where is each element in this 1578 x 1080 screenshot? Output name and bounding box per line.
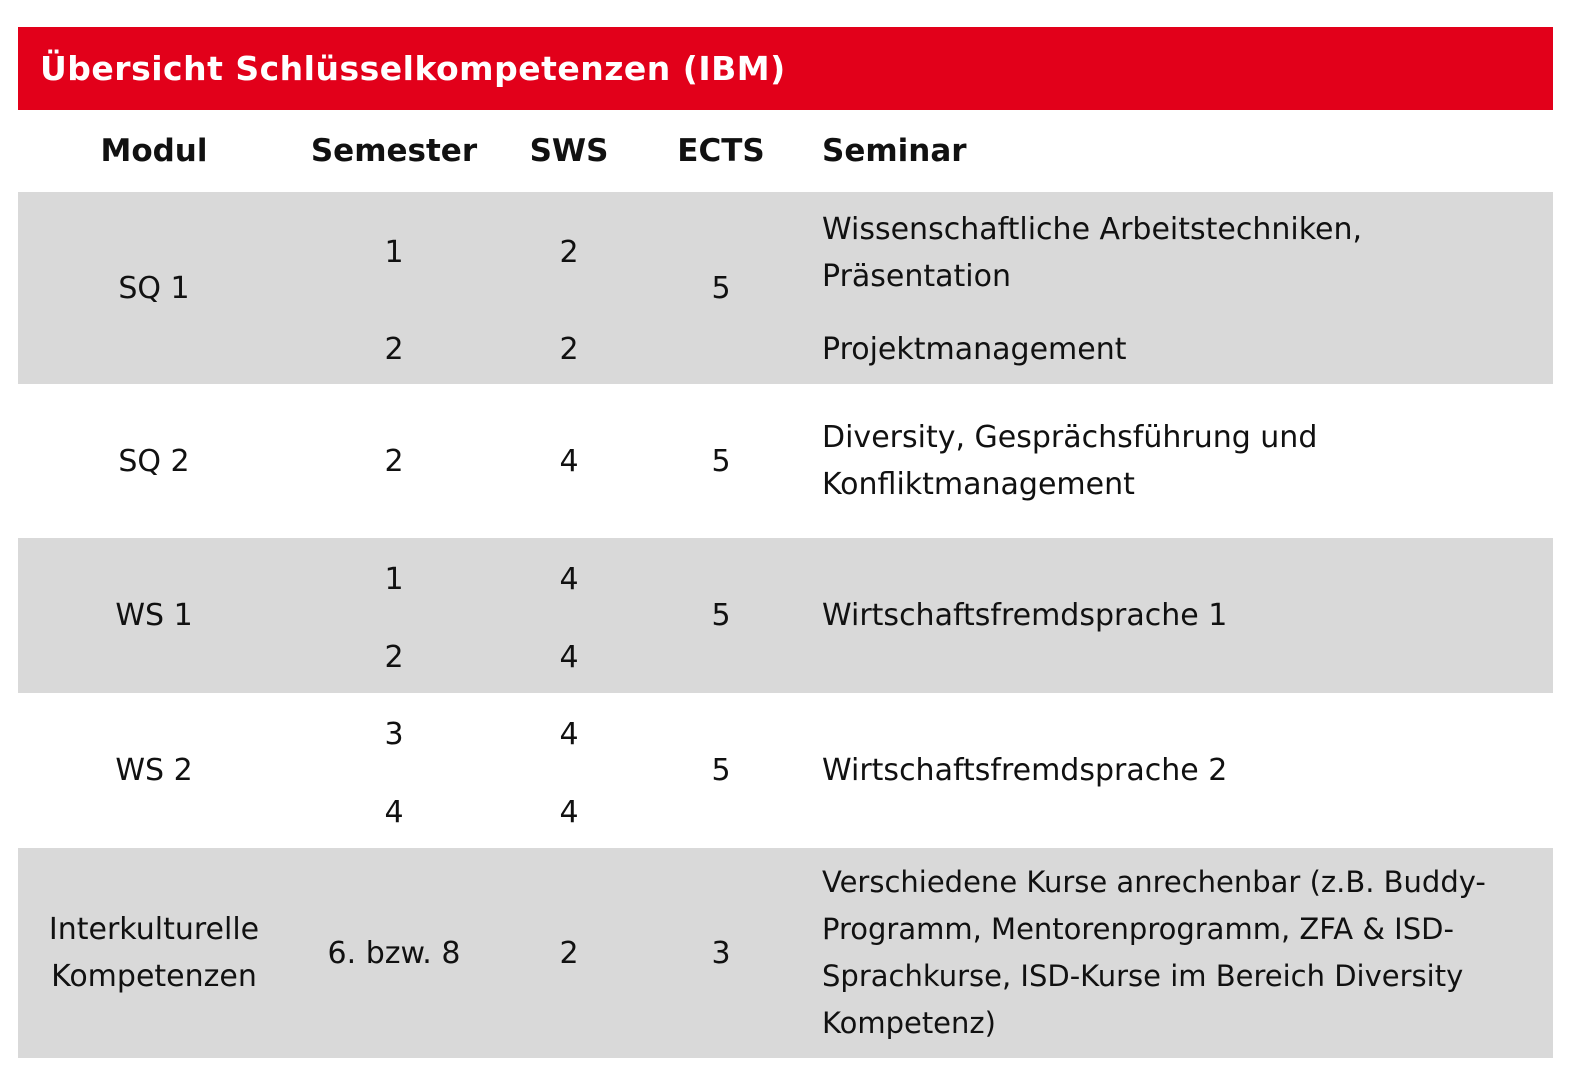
table-row-sq2: [18, 384, 1553, 538]
cell-seminar: [822, 848, 1542, 1058]
cell-modul: WS 2: [115, 753, 193, 788]
header-modul: Modul: [100, 133, 208, 169]
cell-sws: 4: [559, 794, 579, 830]
cell-modul: SQ 2: [118, 443, 190, 479]
modul-line: Interkulturelle: [48, 912, 260, 947]
cell-seminar: Wirtschaftsfremdsprache 1: [822, 598, 1228, 633]
seminar-line: Kompetenz): [822, 1006, 996, 1040]
cell-sws: 4: [559, 561, 579, 597]
header-ects: ECTS: [677, 133, 765, 169]
cell-sws: 2: [559, 234, 579, 270]
cell-sws: 4: [559, 716, 579, 752]
cell-semester: 1: [384, 561, 404, 597]
cell-modul: [18, 848, 290, 1058]
table-row-sq1: [18, 192, 1553, 384]
cell-semester: 2: [384, 443, 404, 479]
seminar-line: Diversity, Gesprächsführung und: [822, 420, 1318, 455]
cell-ects: 5: [711, 443, 731, 479]
cell-seminar: [822, 384, 1542, 538]
table-row-ws2: [18, 693, 1553, 848]
table-title: Übersicht Schlüsselkompetenzen (IBM): [18, 27, 1553, 110]
cell-semester: 3: [384, 716, 404, 752]
modul-line: Kompetenzen: [51, 959, 257, 994]
seminar-line: Konfliktmanagement: [822, 467, 1135, 502]
cell-semester: 1: [384, 234, 404, 270]
cell-seminar: Projektmanagement: [822, 331, 1127, 367]
cell-ects: 3: [711, 935, 731, 971]
cell-sws: 4: [559, 639, 579, 675]
cell-seminar: [822, 206, 1542, 300]
header-sws: SWS: [529, 133, 609, 169]
cell-modul: SQ 1: [118, 270, 190, 306]
cell-ects: 5: [711, 598, 731, 633]
cell-seminar: Wirtschaftsfremdsprache 2: [822, 753, 1228, 788]
seminar-line: Wissenschaftliche Arbeitstechniken,: [822, 212, 1363, 247]
cell-semester: 2: [384, 639, 404, 675]
cell-ects: 5: [711, 753, 731, 788]
table-row-ws1: [18, 538, 1553, 693]
seminar-line: Verschiedene Kurse anrechenbar (z.B. Buddy-: [822, 865, 1486, 899]
seminar-line: Programm, Mentorenprogramm, ZFA & ISD-: [822, 912, 1454, 946]
header-semester: Semester: [310, 133, 478, 169]
seminar-line: Sprachkurse, ISD-Kurse im Bereich Diversity: [822, 959, 1464, 993]
seminar-line: Präsentation: [822, 259, 1011, 294]
cell-semester: 6. bzw. 8: [327, 935, 461, 971]
header-seminar: Seminar: [822, 133, 967, 169]
cell-sws: 2: [559, 331, 579, 367]
cell-modul: WS 1: [115, 598, 193, 633]
cell-ects: 5: [711, 270, 731, 306]
cell-sws: 4: [559, 443, 579, 479]
cell-semester: 2: [384, 331, 404, 367]
table-header: [18, 110, 1553, 192]
cell-semester: 4: [384, 794, 404, 830]
table-row-interkulturelle-kompetenzen: [18, 848, 1553, 1058]
cell-sws: 2: [559, 935, 579, 971]
